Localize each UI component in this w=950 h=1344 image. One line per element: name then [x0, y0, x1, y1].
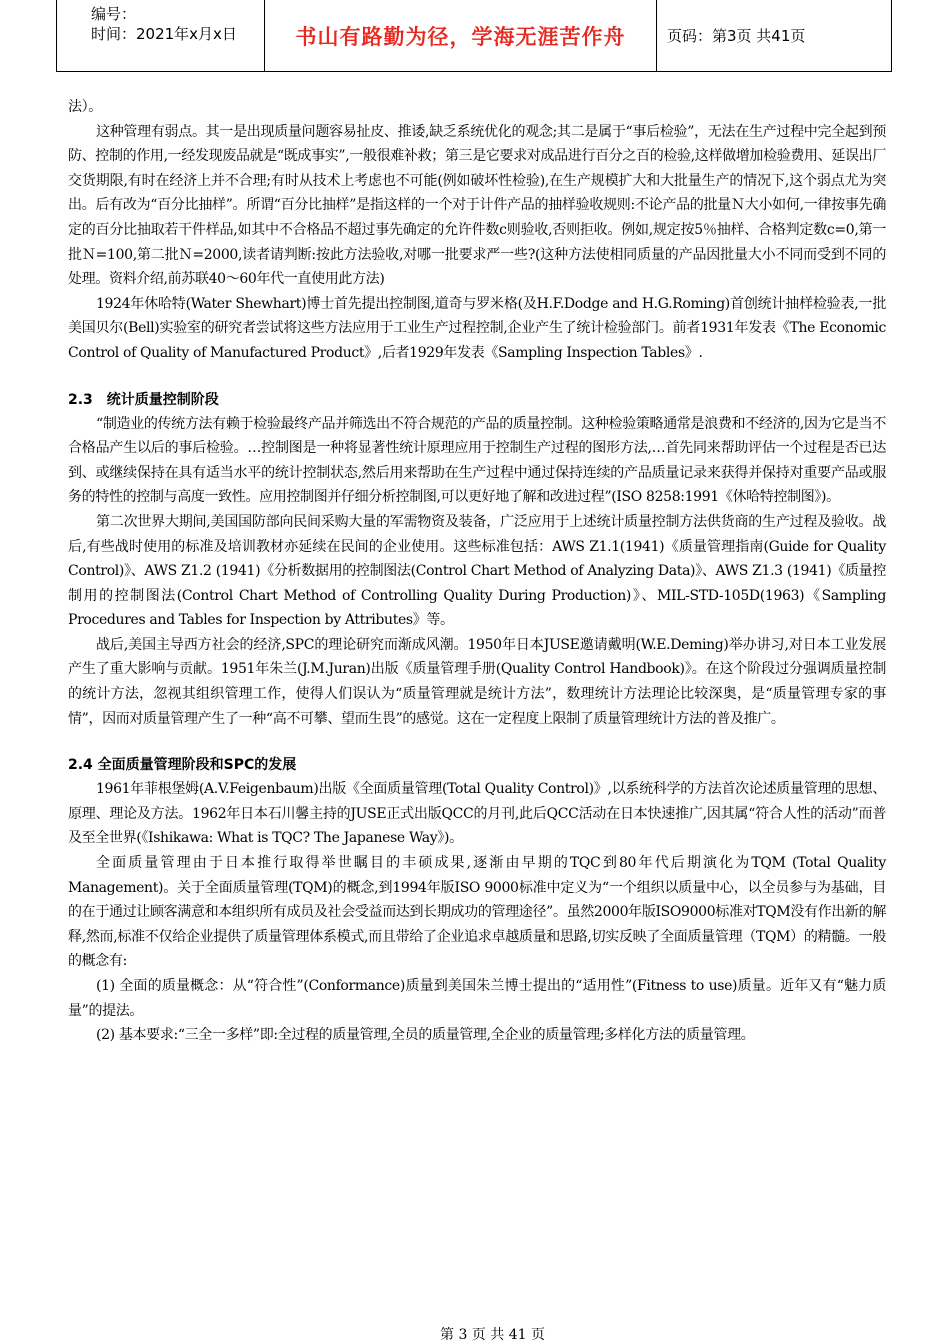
paragraph: 法）。 — [68, 99, 102, 115]
section-heading-2-3: 2.3 统计质量控制阶段 — [68, 391, 219, 408]
paragraph: 1924年休哈特(Water Shewhart)博士首先提出控制图,道奇与罗米格(及H.F.Dodge and H.G.Roming)首创统计抽样检验表,一批美国贝尔(Bell)实验室的研究者尝试将这些方法应用于工业生产过程控制,企业产生了统计检验部门。前者1931年发表《The Economic Control of Quality of Manufactured Product》,后者1929年发表《Sampling Inspection Tables》. — [68, 295, 886, 361]
document-number-label: 编号： — [91, 5, 137, 23]
document-body — [68, 95, 886, 1048]
header-motto-cell — [265, 0, 657, 71]
paragraph: 1961年菲根堡姆(A.V.Feigenbaum)出版《全面质量管理(Total Quality Control)》,以系统科学的方法首次论述质量管理的思想、原理、理论及方法。1962年日本石川馨主持的JUSE正式出版QCC的月刊,此后QCC活动在日本快速推广,因其属“符合人性的活动”而普及至全世界(《Ishikawa: What is TQC? The Japanese Way》)。 — [68, 781, 886, 847]
page-header — [56, 0, 892, 72]
header-page-cell — [657, 0, 891, 71]
list-item: (2) 基本要求:“三全一多样”即:全过程的质量管理,全员的质量管理,全企业的质量管理;多样化方法的质量管理。 — [96, 1027, 755, 1044]
document-date-label: 时间：2021年x月x日 — [91, 25, 237, 43]
section-heading-2-4: 2.4 全面质量管理阶段和SPC的发展 — [68, 757, 297, 774]
paragraph: 战后,美国主导西方社会的经济,SPC的理论研究而渐成风潮。1950年日本JUSE邀请戴明(W.E.Deming)举办讲习,对日本工业发展产生了重大影响与贡献。1951年朱兰(J.M.Juran)出版《质量管理手册(Quality Control Handbook)》。在这个阶段过分强调质量控制的统计方法，忽视其组织管理工作，使得人们误认为“质量管理就是统计方法”，数理统计方法理论比较深奥，是“质量管理专家的事情”，因而对质量管理产生了一种“高不可攀、望而生畏”的感觉。这在一定程度上限制了质量管理统计方法的普及推广。 — [68, 636, 886, 727]
header-meta-cell — [57, 0, 265, 71]
paragraph: “制造业的传统方法有赖于检验最终产品并筛选出不符合规范的产品的质量控制。这种检验策略通常是浪费和不经济的,因为它是当不合格品产生以后的事后检验。…控制图是一种将显著性统计原理应用于控制生产过程的图形方法,…首先同来帮助评估一个过程是否已达到、或继续保持在具有适当水平的统计控制状态,然后用来帮助在生产过程中通过保持连续的产品质量记录来获得并保持对重要产品或服务的特性的控制与高度一致性。应用控制图并仔细分析控制图,可以更好地了解和改进过程”(ISO 8258:1991《休哈特控制图》)。 — [68, 415, 886, 506]
header-page-info: 页码：第3页 共41页 — [667, 27, 806, 45]
paragraph: 第二次世界大期间,美国国防部向民间采购大量的军需物资及装备，广泛应用于上述统计质量控制方法供货商的生产过程及验收。战后,有些战时使用的标准及培训教材亦延续在民间的企业使用。这些标准包括：AWS Z1.1(1941)《质量管理指南(Guide for Quality Control)》、AWS Z1.2 (1941)《分析数据用的控制图法(Control Chart Method of Analyzing Data)》、AWS Z1.3 (1941)《质量控制用的控制图法(Control Chart Method of Controlling Quality During Production)》、MIL-STD-105D(1963)《Sampling Procedures and Tables for Inspection by Attributes》等。 — [68, 513, 886, 629]
list-item: (1) 全面的质量概念：从“符合性”(Conformance)质量到美国朱兰博士提出的“适用性”(Fitness to use)质量。近年又有“魅力质量”的提法。 — [68, 978, 886, 1019]
paragraph: 全面质量管理由于日本推行取得举世瞩目的丰硕成果,逐渐由早期的TQC到80年代后期演化为TQM (Total Quality Management)。关于全面质量管理(TQM)的概念,到1994年版ISO 9000标准中定义为“一个组织以质量中心，以全员参与为基础，目的在于通过让顾客满意和本组织所有成员及社会受益而达到长期成功的管理途径”。虽然2000年版ISO9000标准对TQM没有作出新的解释,然而,标准不仅给企业提供了质量管理体系模式,而且带给了企业追求卓越质量和思路,切实反映了全面质量管理（TQM）的精髓。一般的概念有: — [68, 855, 886, 970]
paragraph: 这种管理有弱点。其一是出现质量问题容易扯皮、推诿,缺乏系统优化的观念;其二是属于“事后检验”，无法在生产过程中完全起到预防、控制的作用,一经发现废品就是“既成事实”,一般很难补救；第三是它要求对成品进行百分之百的检验,这样做增加检验费用、延误出厂交货期限,有时在经济上并不合理;有时从技术上考虑也不可能(例如破坏性检验),在生产规模扩大和大批量生产的情况下,这个弱点尤为突出。后有改为“百分比抽样”。所谓“百分比抽样”是指这样的一个对于计件产品的抽样验收规则:不论产品的批量Ｎ大小如何,一律按事先确定的百分比抽取若干件样品,如其中不合格品不超过事先确定的允许件数c则验收,否则拒收。例如,规定按5％抽样、合格判定数c=0,第一批Ｎ=100,第二批Ｎ=2000,读者请判断:按此方法验收,对哪一批要求严一些?(这种方法使相同质量的产品因批量大小不同而受到不同的处理。资料介绍,前苏联40～60年代一直使用此方法) — [68, 123, 886, 288]
header-motto: 书山有路勤为径，学海无涯苦作舟 — [295, 24, 626, 49]
page-footer: 第 3 页 共 41 页 — [440, 1327, 545, 1343]
